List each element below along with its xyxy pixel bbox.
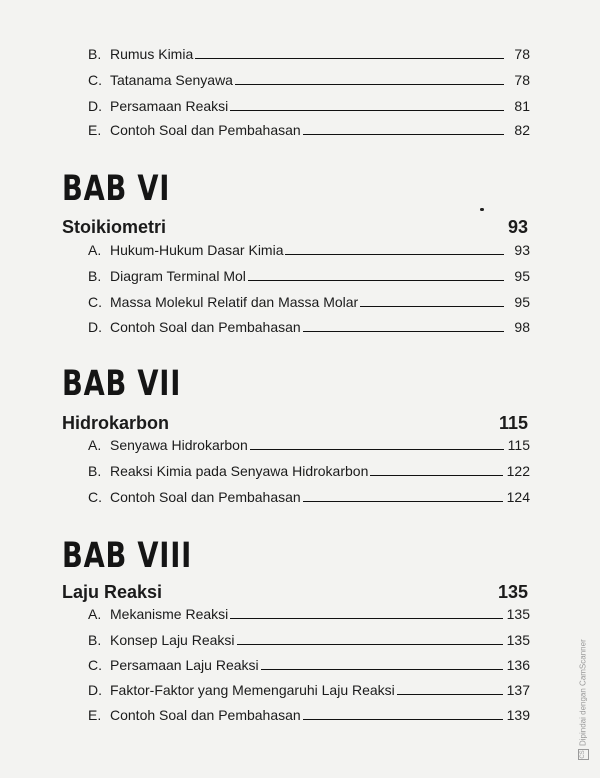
entry-letter: B. [88, 268, 102, 284]
entry-page-number: 78 [514, 72, 530, 88]
entry-page-number: 137 [506, 682, 530, 698]
toc-entry [88, 632, 530, 652]
scanner-watermark [578, 639, 589, 760]
leader-line [285, 254, 504, 255]
entry-letter: C. [88, 294, 102, 310]
leader-line [303, 501, 503, 502]
entry-page-number: 95 [514, 294, 530, 310]
chapter-page-number: 135 [497, 582, 528, 602]
entry-page-number: 139 [506, 707, 530, 723]
leader-line [303, 719, 503, 720]
toc-entry [88, 268, 530, 288]
toc-entry [88, 489, 530, 509]
toc-entry [88, 657, 530, 677]
entry-letter: D. [88, 319, 102, 335]
entry-letter: B. [88, 463, 102, 479]
toc-entry [88, 682, 530, 702]
entry-title: Contoh Soal dan Pembahasan [110, 122, 301, 138]
chapter-heading: BAB VI [62, 169, 171, 209]
toc-entry [88, 98, 530, 118]
leader-line [370, 475, 502, 476]
entry-title: Contoh Soal dan Pembahasan [110, 319, 301, 335]
toc-entry [88, 72, 530, 92]
entry-page-number: 115 [507, 437, 530, 453]
camscanner-icon: CS [578, 749, 589, 760]
leader-line [303, 331, 504, 332]
entry-title: Contoh Soal dan Pembahasan [110, 707, 301, 723]
entry-title: Senyawa Hidrokarbon [110, 437, 248, 453]
chapter-title: Stoikiometri [62, 217, 167, 237]
leader-line [250, 449, 504, 450]
toc-entry [88, 242, 530, 262]
toc-entry [88, 319, 530, 339]
leader-line [261, 669, 503, 670]
entry-title: Mekanisme Reaksi [110, 606, 229, 622]
entry-title: Faktor-Faktor yang Memengaruhi Laju Reaksi [110, 682, 395, 698]
leader-line [397, 694, 503, 695]
entry-letter: C. [88, 72, 102, 88]
entry-letter: A. [88, 606, 102, 622]
entry-letter: A. [88, 437, 102, 453]
chapter-heading: BAB VIII [62, 536, 193, 576]
entry-letter: A. [88, 242, 102, 258]
entry-page-number: 135 [506, 632, 530, 648]
leader-line [237, 644, 503, 645]
scan-speck [480, 208, 484, 211]
leader-line [230, 618, 502, 619]
entry-title: Reaksi Kimia pada Senyawa Hidrokarbon [110, 463, 369, 479]
entry-page-number: 135 [506, 606, 530, 622]
entry-letter: E. [88, 707, 102, 723]
entry-page-number: 95 [514, 268, 530, 284]
toc-entry [88, 463, 530, 483]
entry-letter: E. [88, 122, 102, 138]
leader-line [235, 84, 504, 85]
entry-title: Persamaan Reaksi [110, 98, 229, 114]
chapter-title: Laju Reaksi [62, 582, 163, 602]
watermark-text: Dipindai dengan CamScanner [578, 639, 588, 746]
toc-entry [88, 122, 530, 142]
leader-line [230, 110, 504, 111]
entry-letter: D. [88, 98, 102, 114]
entry-title: Diagram Terminal Mol [110, 268, 246, 284]
entry-page-number: 81 [514, 98, 530, 114]
toc-entry [88, 707, 530, 727]
entry-page-number: 136 [506, 657, 530, 673]
entry-title: Tatanama Senyawa [110, 72, 233, 88]
entry-letter: B. [88, 46, 102, 62]
toc-entry [88, 606, 530, 626]
chapter-page-number: 93 [507, 217, 528, 237]
entry-letter: B. [88, 632, 102, 648]
chapter-heading: BAB VII [62, 364, 182, 404]
entry-page-number: 93 [514, 242, 530, 258]
leader-line [248, 280, 504, 281]
entry-letter: D. [88, 682, 102, 698]
chapter-title: Hidrokarbon [62, 413, 170, 433]
toc-entry [88, 437, 530, 457]
entry-title: Konsep Laju Reaksi [110, 632, 235, 648]
entry-page-number: 78 [514, 46, 530, 62]
leader-line [360, 306, 504, 307]
entry-page-number: 98 [514, 319, 530, 335]
entry-title: Hukum-Hukum Dasar Kimia [110, 242, 284, 258]
entry-page-number: 122 [506, 463, 530, 479]
entry-title: Rumus Kimia [110, 46, 194, 62]
entry-title: Contoh Soal dan Pembahasan [110, 489, 301, 505]
entry-page-number: 124 [506, 489, 530, 505]
chapter-page-number: 115 [498, 413, 528, 433]
entry-title: Massa Molekul Relatif dan Massa Molar [110, 294, 359, 310]
entry-letter: C. [88, 657, 102, 673]
entry-page-number: 82 [514, 122, 530, 138]
toc-entry [88, 294, 530, 314]
entry-title: Persamaan Laju Reaksi [110, 657, 259, 673]
toc-entry [88, 46, 530, 66]
leader-line [195, 58, 504, 59]
entry-letter: C. [88, 489, 102, 505]
leader-line [303, 134, 504, 135]
